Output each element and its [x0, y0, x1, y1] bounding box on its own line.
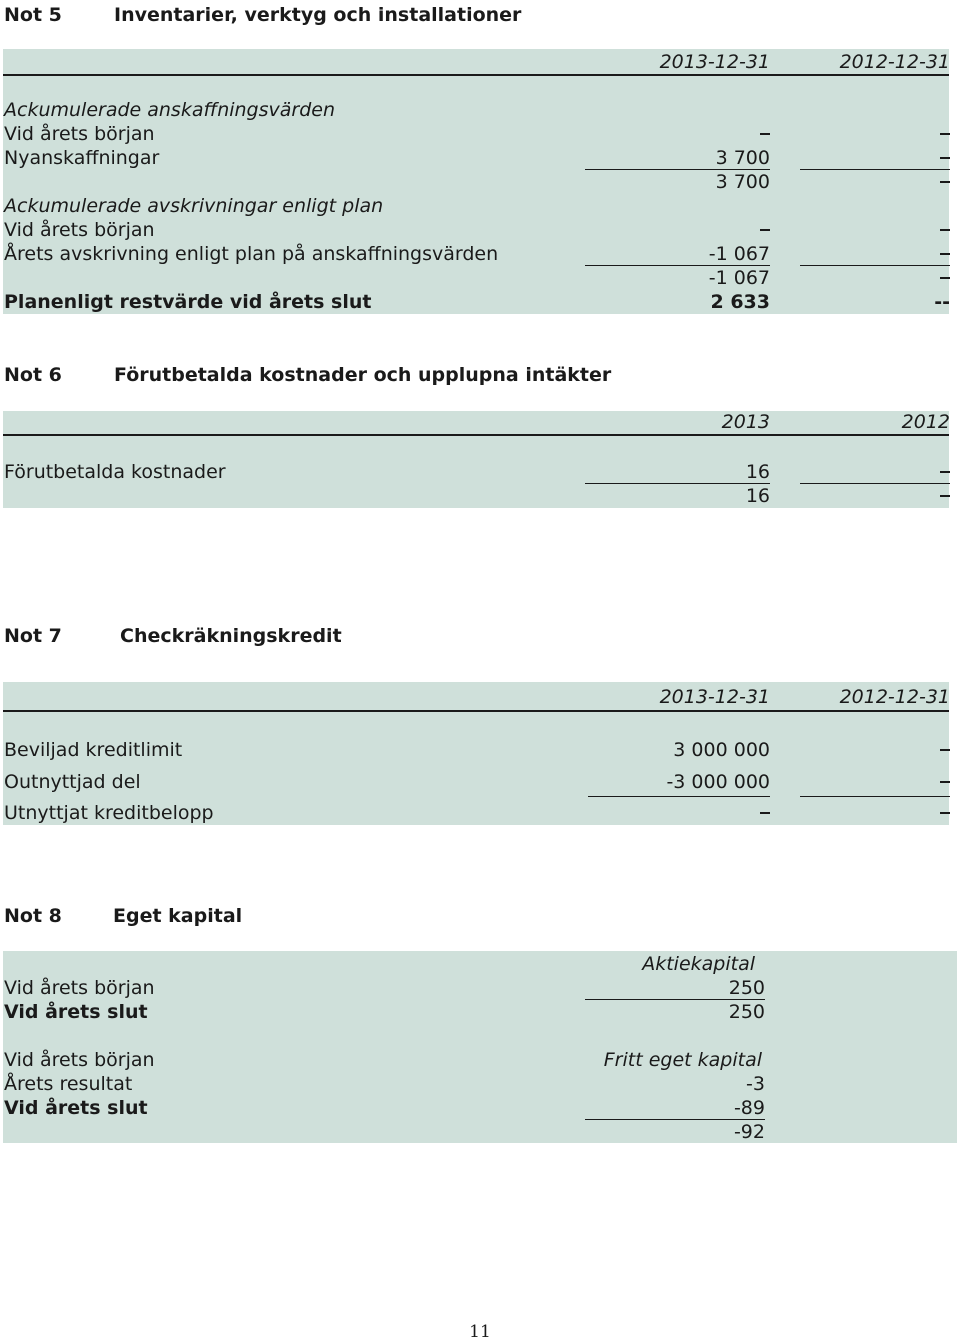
note7-sum-rule-col1	[588, 796, 770, 797]
note5-row2-label: Nyanskaffningar	[4, 147, 160, 169]
dash-icon	[940, 253, 950, 255]
note5-label: Not 5	[4, 4, 62, 26]
note8-col-b-header: Fritt eget kapital	[603, 1049, 762, 1071]
note8-a-row1-label: Vid årets början	[4, 977, 155, 999]
note8-b-row2-value: -3	[746, 1073, 765, 1095]
note5-sub1-v1: 3 700	[715, 171, 770, 193]
note5-row1-v2	[820, 122, 950, 146]
note6-col1-header: 2013	[721, 411, 770, 433]
dash-icon	[940, 749, 950, 751]
dash-icon	[940, 781, 950, 783]
note5-row5-label: Planenligt restvärde vid årets slut	[4, 291, 372, 313]
note5-row5-v1: 2 633	[710, 291, 770, 313]
dash-icon	[940, 812, 950, 814]
dash-icon	[760, 812, 770, 814]
note5-row3-v2	[820, 218, 950, 242]
note5-title: Inventarier, verktyg och installationer	[114, 4, 522, 26]
note7-row2-v1: -3 000 000	[666, 771, 770, 793]
note8-a-row1-value: 250	[728, 977, 765, 999]
note5-sub1-v2	[820, 170, 950, 194]
note5-panel	[3, 49, 949, 314]
note7-col1-header: 2013-12-31	[659, 686, 770, 708]
note7-col2-header: 2012-12-31	[839, 686, 950, 708]
dash-icon	[940, 471, 950, 473]
note8-b-row4-value: -92	[733, 1121, 765, 1143]
note8-label: Not 8	[4, 905, 62, 927]
note5-row5-v2: --	[934, 291, 950, 313]
note7-header-rule	[3, 710, 949, 712]
note7-row2-label: Outnyttjad del	[4, 771, 141, 793]
dash-icon	[760, 133, 770, 135]
note6-row1-v2	[820, 460, 950, 484]
note7-row3-v2	[820, 801, 950, 825]
note5-row4-v2	[820, 242, 950, 266]
note5-sub2-v2	[820, 266, 950, 290]
note5-row1-label: Vid årets början	[4, 123, 155, 145]
note8-b-row1-label: Vid årets början	[4, 1049, 155, 1071]
note5-row2-v2	[820, 146, 950, 170]
note5-row4-label: Årets avskrivning enligt plan på anskaffningsvärden	[4, 243, 499, 265]
note5-row2-v1: 3 700	[715, 147, 770, 169]
note8-b-row3-label: Vid årets slut	[4, 1097, 148, 1119]
page-number: 11	[469, 1322, 491, 1342]
dash-icon	[760, 229, 770, 231]
note5-row1-v1	[640, 122, 770, 146]
note6-col2-header: 2012	[901, 411, 950, 433]
note6-sub-v1: 16	[745, 485, 770, 507]
note5-row3-v1	[640, 218, 770, 242]
dash-icon	[940, 157, 950, 159]
note5-row4-v1: -1 067	[708, 243, 770, 265]
note5-col1-header: 2013-12-31	[659, 51, 770, 73]
note7-row1-v1: 3 000 000	[673, 739, 770, 761]
note7-row3-v1	[640, 801, 770, 825]
note5-group2-heading: Ackumulerade avskrivningar enligt plan	[4, 195, 384, 217]
note8-col-a-header: Aktiekapital	[642, 953, 755, 975]
note7-title: Checkräkningskredit	[120, 625, 342, 647]
note8-a-row2-value: 250	[728, 1001, 765, 1023]
dash-icon	[940, 229, 950, 231]
note7-label: Not 7	[4, 625, 62, 647]
note6-title: Förutbetalda kostnader och upplupna intäkter	[114, 364, 612, 386]
note8-b-row2-label: Årets resultat	[4, 1073, 133, 1095]
note7-row1-label: Beviljad kreditlimit	[4, 739, 183, 761]
note6-row1-v1: 16	[745, 461, 770, 483]
note8-a-row2-label: Vid årets slut	[4, 1001, 148, 1023]
note5-col2-header: 2012-12-31	[839, 51, 950, 73]
dash-icon	[940, 495, 950, 497]
dash-icon	[940, 181, 950, 183]
note6-header-rule	[3, 434, 949, 436]
note8-title: Eget kapital	[113, 905, 243, 927]
note7-row1-v2	[820, 738, 950, 762]
note8-b-row3-value: -89	[733, 1097, 765, 1119]
note7-row3-label: Utnyttjat kreditbelopp	[4, 802, 214, 824]
dash-icon	[940, 277, 950, 279]
note5-sub2-v1: -1 067	[708, 267, 770, 289]
note5-header-rule	[3, 74, 949, 76]
note5-row3-label: Vid årets början	[4, 219, 155, 241]
note6-label: Not 6	[4, 364, 62, 386]
dash-icon	[940, 133, 950, 135]
note7-sum-rule-col2	[800, 796, 950, 797]
note7-row2-v2	[820, 770, 950, 794]
note6-sub-v2	[820, 484, 950, 508]
note5-group1-heading: Ackumulerade anskaffningsvärden	[4, 99, 336, 121]
note6-row1-label: Förutbetalda kostnader	[4, 461, 226, 483]
